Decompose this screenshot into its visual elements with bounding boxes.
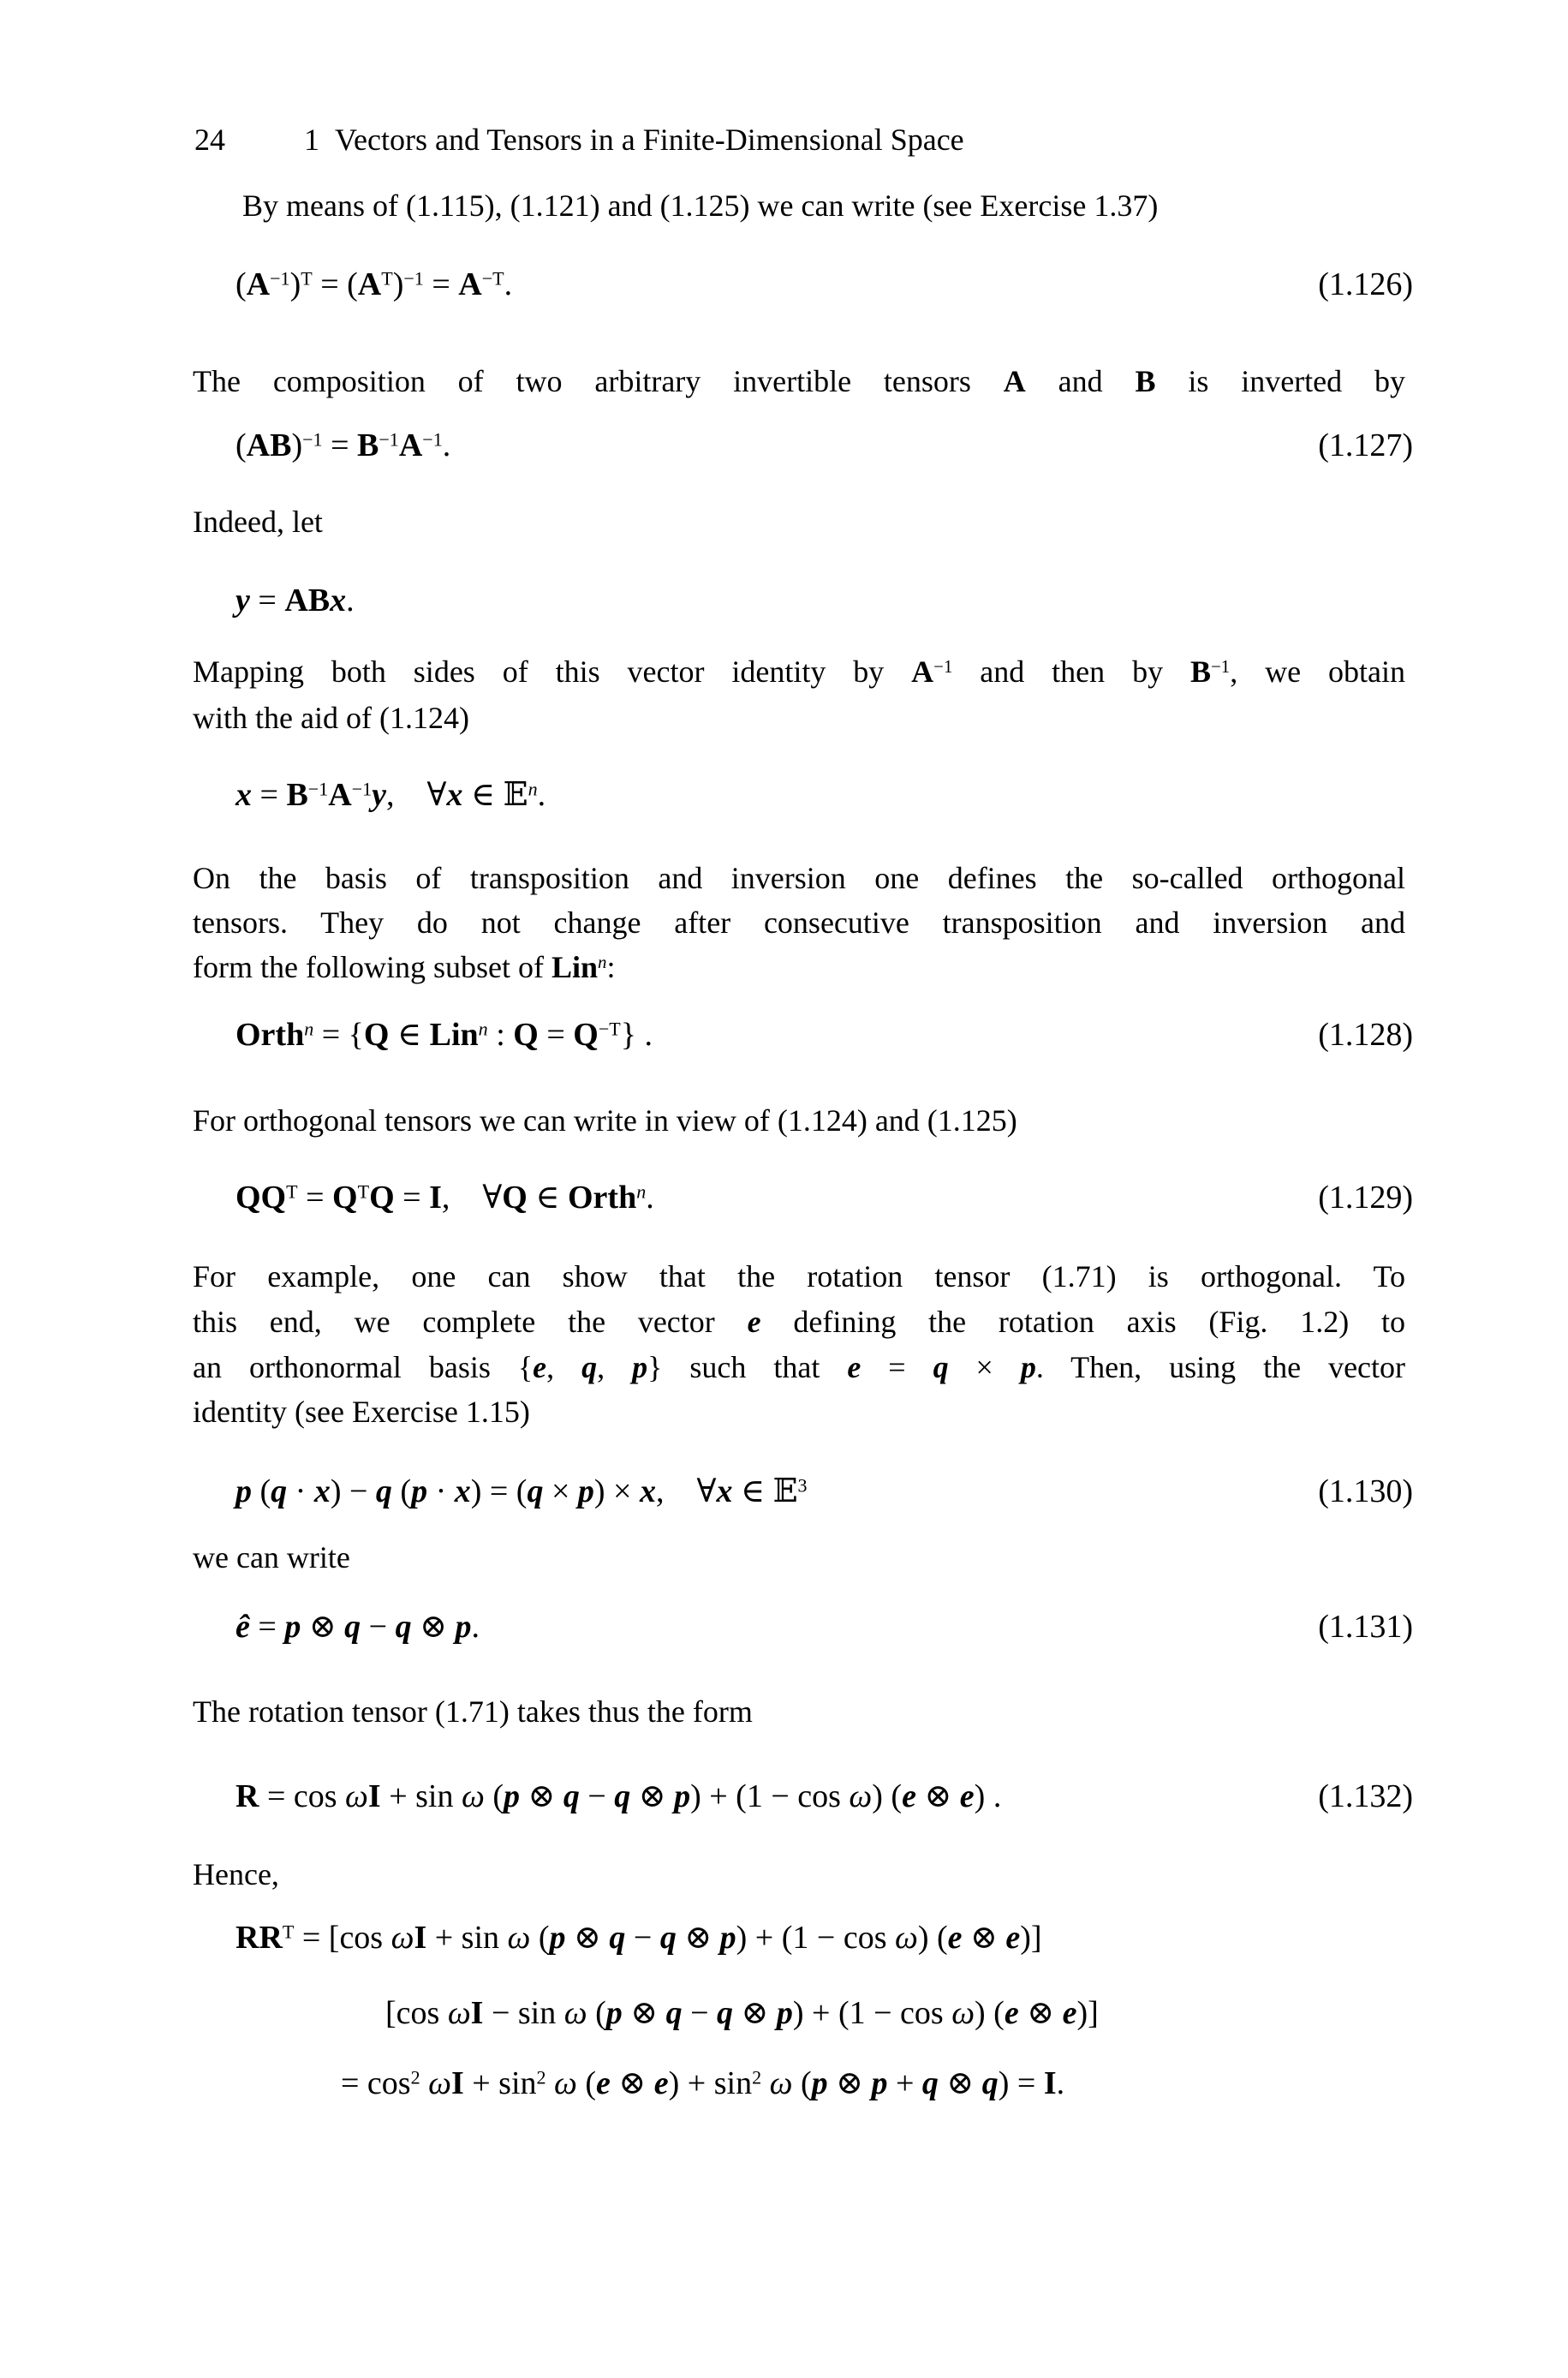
math-part: , we obtain bbox=[1230, 654, 1405, 689]
math-part: , bbox=[386, 777, 395, 813]
math-part: . bbox=[504, 266, 513, 302]
equation-number: (1.130) bbox=[1318, 1473, 1413, 1509]
math-part: + sin bbox=[426, 1920, 508, 1956]
math-part: : bbox=[487, 1017, 514, 1053]
math-part: q bbox=[717, 1995, 734, 2031]
math-part: = bbox=[394, 1180, 430, 1216]
math-part: ∈ bbox=[389, 1017, 430, 1053]
math-part: q bbox=[344, 1609, 361, 1645]
math-part: QQ bbox=[235, 1180, 287, 1216]
para-rotation-tensor bbox=[193, 1689, 753, 1734]
equation-1-131 bbox=[235, 1603, 1413, 1651]
math-part: B bbox=[357, 427, 379, 463]
math-part: Q bbox=[363, 1017, 390, 1053]
math-part: ω bbox=[951, 1995, 975, 2031]
math-part: T bbox=[286, 1180, 298, 1203]
math-part: x bbox=[716, 1473, 733, 1509]
math-part: ⊗ bbox=[622, 1995, 666, 2031]
para-mapping-line2 bbox=[193, 696, 469, 740]
math-part: ⊗ bbox=[827, 2065, 872, 2101]
math-part: Mapping both sides of this vector identity by bbox=[193, 654, 912, 689]
math-part: A bbox=[357, 266, 382, 302]
math-part: p bbox=[632, 1350, 648, 1384]
equation-1-126 bbox=[235, 260, 1413, 308]
math-part: ( bbox=[235, 427, 247, 463]
math-part: . bbox=[646, 1180, 654, 1216]
math-part: we can write bbox=[193, 1540, 350, 1574]
math-part: Orth bbox=[235, 1017, 305, 1053]
math-part: and bbox=[1025, 364, 1136, 398]
math-part: Lin bbox=[429, 1017, 479, 1053]
math-part: q bbox=[981, 2065, 999, 2101]
math-part: AB bbox=[246, 427, 292, 463]
math-part: A bbox=[246, 266, 271, 302]
math-part: , bbox=[597, 1350, 633, 1384]
math-part: − bbox=[579, 1778, 615, 1814]
math-part: T bbox=[357, 1180, 370, 1203]
math-part: ⊗ bbox=[610, 2065, 654, 2101]
math-part: = bbox=[861, 1350, 933, 1384]
math-part: ω bbox=[507, 1920, 531, 1956]
math-part: ∀ bbox=[696, 1473, 717, 1509]
math-part: } such that bbox=[647, 1350, 848, 1384]
math-part: ω bbox=[849, 1778, 873, 1814]
math-part: ω bbox=[769, 2065, 793, 2101]
math-part: ( bbox=[391, 1473, 412, 1509]
math-part: = cos bbox=[341, 2065, 411, 2101]
para-for-orthogonal bbox=[193, 1098, 1017, 1143]
math-part: x bbox=[235, 777, 252, 813]
math-part: p bbox=[235, 1473, 252, 1509]
math-part: y bbox=[235, 583, 250, 618]
math-part: B bbox=[1189, 654, 1211, 689]
math-part: For example, one can show that the rotation tensor (1.71) is orthogonal. To bbox=[193, 1259, 1405, 1294]
math-part: x bbox=[313, 1473, 331, 1509]
math-part: − bbox=[361, 1609, 396, 1645]
math-part: ( bbox=[530, 1920, 550, 1956]
math-part bbox=[546, 2065, 555, 2101]
math-part: ω bbox=[391, 1920, 414, 1956]
math-part: ⊗ bbox=[733, 1995, 777, 2031]
math-part: A bbox=[1003, 364, 1026, 398]
equation-rrt-line2 bbox=[385, 1989, 1413, 2037]
math-part: . bbox=[471, 1609, 480, 1645]
chapter-header: 1 Vectors and Tensors in a Finite-Dimensional Space bbox=[304, 122, 964, 157]
math-part: Indeed, let bbox=[193, 505, 323, 539]
math-part: ) ( bbox=[917, 1920, 948, 1956]
math-part: ) ( bbox=[975, 1995, 1005, 2031]
math-part: q bbox=[375, 1473, 392, 1509]
math-part: e bbox=[653, 2065, 669, 2101]
math-part: A bbox=[328, 777, 352, 813]
math-part: − sin bbox=[483, 1995, 564, 2031]
math-part: ω bbox=[461, 1778, 485, 1814]
math-part: = bbox=[249, 1609, 285, 1645]
math-part: ( bbox=[235, 266, 247, 302]
math-part: −1 bbox=[1211, 656, 1231, 678]
math-part: Q bbox=[332, 1180, 358, 1216]
equation-body bbox=[235, 1772, 1001, 1820]
math-part: 𝔼 bbox=[772, 1472, 798, 1509]
math-part: Q bbox=[502, 1180, 528, 1216]
math-part: . bbox=[537, 777, 546, 813]
math-part: · bbox=[427, 1473, 455, 1509]
para-by-means bbox=[242, 183, 1405, 228]
math-part: y bbox=[372, 777, 387, 813]
math-part: ⊗ bbox=[915, 1778, 960, 1814]
math-part: . bbox=[1056, 2065, 1065, 2101]
math-part: ) + (1 − cos bbox=[690, 1778, 850, 1814]
math-part: n bbox=[304, 1018, 314, 1040]
math-part: ( bbox=[576, 2065, 597, 2101]
equation-1-127 bbox=[235, 421, 1413, 469]
equation-rrt-line3 bbox=[341, 2059, 1413, 2107]
math-part: ) . bbox=[974, 1778, 1002, 1814]
math-part: = bbox=[252, 777, 287, 813]
math-part: e bbox=[1062, 1995, 1077, 2031]
math-part: ⊗ bbox=[1018, 1995, 1063, 2031]
math-part: = [cos bbox=[294, 1920, 391, 1956]
math-part: ) ( bbox=[872, 1778, 903, 1814]
para-we-can-write bbox=[193, 1535, 350, 1580]
math-part: ( bbox=[587, 1995, 606, 2031]
page-number: 24 bbox=[194, 122, 225, 157]
math-part: ⊗ bbox=[938, 2065, 982, 2101]
math-part: tensors. They do not change after consecutive transposition and inversion and bbox=[193, 905, 1405, 940]
math-part: p bbox=[549, 1920, 566, 1956]
math-part: 3 bbox=[797, 1474, 808, 1497]
math-part: x bbox=[330, 583, 347, 618]
math-part: n bbox=[478, 1018, 488, 1040]
math-part bbox=[395, 777, 427, 813]
para-indeed-let bbox=[193, 499, 323, 544]
math-part: ⊗ bbox=[676, 1920, 720, 1956]
math-part: [cos bbox=[385, 1995, 448, 2031]
equation-body bbox=[235, 1174, 654, 1222]
para-example-line1 bbox=[193, 1254, 1405, 1299]
math-part: { bbox=[348, 1017, 364, 1053]
equation-body bbox=[235, 1467, 808, 1515]
math-part: = bbox=[313, 1017, 349, 1053]
equation-number: (1.127) bbox=[1318, 427, 1413, 463]
math-part: p bbox=[503, 1778, 520, 1814]
math-part: , bbox=[656, 1473, 665, 1509]
math-part: e bbox=[533, 1350, 547, 1384]
math-part: n bbox=[598, 952, 607, 973]
math-part: an orthonormal basis { bbox=[193, 1350, 534, 1384]
math-part: 2 bbox=[752, 2066, 762, 2088]
math-part: I bbox=[470, 1995, 484, 2031]
math-part: q bbox=[614, 1778, 631, 1814]
para-orthogonal-line1 bbox=[193, 856, 1405, 900]
para-orthogonal-line3 bbox=[193, 945, 615, 989]
equation-1-128 bbox=[235, 1011, 1413, 1059]
equation-body bbox=[235, 577, 355, 624]
math-part: = bbox=[423, 266, 459, 302]
math-part: and then by bbox=[952, 654, 1190, 689]
math-part: ω bbox=[447, 1995, 471, 2031]
equation-body bbox=[235, 1603, 480, 1651]
math-part: n bbox=[528, 778, 538, 800]
math-part: B bbox=[286, 777, 308, 813]
math-part: I bbox=[367, 1778, 381, 1814]
math-part: . bbox=[442, 427, 451, 463]
math-part: ) bbox=[392, 266, 404, 302]
math-part: B bbox=[1135, 364, 1156, 398]
equation-body bbox=[341, 2059, 1064, 2107]
math-part: identity (see Exercise 1.15) bbox=[193, 1395, 530, 1429]
equation-x-inverse bbox=[235, 770, 1413, 819]
math-part: } . bbox=[620, 1017, 653, 1053]
math-part: T bbox=[282, 1921, 295, 1943]
equation-number: (1.126) bbox=[1318, 266, 1413, 302]
math-part: ⊗ bbox=[962, 1920, 1006, 1956]
equation-1-129 bbox=[235, 1174, 1413, 1222]
math-part: −1 bbox=[403, 267, 424, 290]
math-part: −T bbox=[598, 1018, 621, 1040]
math-part: , bbox=[441, 1180, 450, 1216]
math-part: 𝔼 bbox=[503, 775, 528, 813]
para-hence bbox=[193, 1852, 279, 1897]
equation-number: (1.131) bbox=[1318, 1609, 1413, 1645]
math-part: ω bbox=[428, 2065, 451, 2101]
math-part: ( bbox=[252, 1473, 271, 1509]
math-part: x bbox=[446, 777, 463, 813]
math-part: · bbox=[287, 1473, 314, 1509]
math-part: + bbox=[887, 2065, 922, 2101]
math-part: ∀ bbox=[482, 1180, 503, 1216]
math-part: : bbox=[606, 950, 616, 984]
math-part: + sin bbox=[463, 2065, 537, 2101]
math-part: I bbox=[429, 1180, 442, 1216]
math-part: −T bbox=[481, 267, 504, 290]
para-example-line3 bbox=[193, 1345, 1405, 1389]
math-part bbox=[420, 2065, 429, 2101]
math-part: q bbox=[921, 2065, 939, 2101]
math-part: ∈ bbox=[462, 777, 504, 813]
math-part: −1 bbox=[422, 428, 443, 451]
math-part: + sin bbox=[380, 1778, 462, 1814]
math-part: − bbox=[682, 1995, 718, 2031]
math-part: e bbox=[947, 1920, 963, 1956]
math-part: q bbox=[527, 1473, 544, 1509]
math-part: ⊗ bbox=[411, 1609, 456, 1645]
math-part: x bbox=[454, 1473, 471, 1509]
math-part: 2 bbox=[410, 2066, 420, 2088]
math-part bbox=[665, 1473, 697, 1509]
math-part: On the basis of transposition and inversion one defines the so-called orthogonal bbox=[193, 861, 1405, 895]
math-part: T bbox=[381, 267, 393, 290]
math-part: n bbox=[636, 1180, 647, 1203]
math-part: ) × bbox=[593, 1473, 640, 1509]
math-part: ω bbox=[554, 2065, 577, 2101]
math-part: ) = bbox=[998, 2065, 1044, 2101]
math-part: p bbox=[455, 1609, 472, 1645]
para-orthogonal-line2 bbox=[193, 900, 1405, 945]
math-part: I bbox=[414, 1920, 427, 1956]
math-part: Hence, bbox=[193, 1857, 279, 1891]
math-part: Q bbox=[369, 1180, 395, 1216]
math-part: )] bbox=[1020, 1920, 1042, 1956]
math-part: −1 bbox=[307, 778, 329, 800]
math-part: ) + sin bbox=[668, 2065, 753, 2101]
math-part: e bbox=[747, 1305, 761, 1339]
math-part: Lin bbox=[551, 950, 598, 984]
equation-body bbox=[235, 421, 450, 469]
para-mapping-line1 bbox=[193, 649, 1405, 694]
math-part: e bbox=[1005, 1920, 1021, 1956]
math-part: q bbox=[581, 1350, 598, 1384]
math-part: ω bbox=[345, 1778, 368, 1814]
math-part: ê bbox=[235, 1609, 250, 1645]
math-part: ⊗ bbox=[519, 1778, 563, 1814]
math-part: The composition of two arbitrary invertible tensors bbox=[193, 364, 1004, 398]
math-part: p bbox=[811, 2065, 828, 2101]
math-part: = bbox=[249, 583, 285, 618]
math-part: ) bbox=[291, 427, 303, 463]
math-part: ) = ( bbox=[470, 1473, 528, 1509]
math-part: −1 bbox=[379, 428, 399, 451]
math-part: ( bbox=[792, 2065, 812, 2101]
math-part: I bbox=[1043, 2065, 1057, 2101]
math-part: = cos bbox=[259, 1778, 346, 1814]
math-part: Q bbox=[513, 1017, 539, 1053]
equation-1-130 bbox=[235, 1467, 1413, 1515]
math-part: −1 bbox=[933, 656, 953, 678]
math-part bbox=[450, 1180, 482, 1216]
math-part: x bbox=[640, 1473, 656, 1509]
equation-1-132 bbox=[235, 1772, 1413, 1820]
math-part: q bbox=[563, 1778, 580, 1814]
math-part: q bbox=[933, 1350, 949, 1384]
math-part: q bbox=[659, 1920, 677, 1956]
equation-number: (1.128) bbox=[1318, 1017, 1413, 1053]
math-part: e bbox=[847, 1350, 862, 1384]
math-part: . bbox=[346, 583, 355, 618]
math-part: −1 bbox=[270, 267, 290, 290]
math-part: Q bbox=[573, 1017, 599, 1053]
math-part: q bbox=[271, 1473, 288, 1509]
math-part: this end, we complete the vector bbox=[193, 1305, 748, 1339]
math-part: . Then, using the vector bbox=[1035, 1350, 1406, 1384]
math-part: = bbox=[538, 1017, 574, 1053]
math-part: p bbox=[1020, 1350, 1036, 1384]
math-part bbox=[761, 2065, 770, 2101]
math-part: ) + (1 − cos bbox=[736, 1920, 895, 1956]
equation-number: (1.132) bbox=[1318, 1778, 1413, 1814]
math-part: ∈ bbox=[732, 1473, 773, 1509]
math-part: form the following subset of bbox=[193, 950, 551, 984]
math-part: e bbox=[1004, 1995, 1019, 2031]
equation-number: (1.129) bbox=[1318, 1180, 1413, 1216]
math-part: R bbox=[235, 1778, 259, 1814]
math-part: q bbox=[609, 1920, 626, 1956]
math-part: − bbox=[625, 1920, 660, 1956]
math-part: A bbox=[458, 266, 482, 302]
math-part: ∀ bbox=[426, 777, 447, 813]
math-part: ) + (1 − cos bbox=[792, 1995, 952, 2031]
math-part: A bbox=[398, 427, 423, 463]
math-part: e bbox=[596, 2065, 611, 2101]
math-part: ( bbox=[484, 1778, 504, 1814]
math-part: with the aid of (1.124) bbox=[193, 701, 469, 735]
math-part: = bbox=[322, 427, 357, 463]
math-part: q bbox=[395, 1609, 412, 1645]
math-part: −1 bbox=[351, 778, 373, 800]
math-part: ⊗ bbox=[630, 1778, 675, 1814]
math-part: p bbox=[871, 2065, 888, 2101]
math-part: e bbox=[959, 1778, 975, 1814]
equation-body bbox=[235, 1011, 653, 1059]
math-part: × bbox=[948, 1350, 1021, 1384]
math-part: = ( bbox=[312, 266, 358, 302]
equation-rrt-line1 bbox=[235, 1914, 1413, 1962]
math-part: ⊗ bbox=[565, 1920, 610, 1956]
math-part: p bbox=[284, 1609, 301, 1645]
math-part: For orthogonal tensors we can write in view of (1.124) and (1.125) bbox=[193, 1103, 1017, 1138]
math-part: ω bbox=[894, 1920, 918, 1956]
equation-body bbox=[385, 1989, 1099, 2037]
equation-body bbox=[235, 770, 546, 819]
math-part: By means of (1.115), (1.121) and (1.125) we can write (see Exercise 1.37) bbox=[242, 188, 1159, 223]
math-part: ω bbox=[563, 1995, 587, 2031]
math-part: p bbox=[674, 1778, 691, 1814]
para-example-line4 bbox=[193, 1389, 530, 1434]
math-part: = bbox=[297, 1180, 333, 1216]
math-part: AB bbox=[284, 583, 331, 618]
math-part: ⊗ bbox=[301, 1609, 345, 1645]
para-example-line2 bbox=[193, 1300, 1405, 1344]
math-part: defining the rotation axis (Fig. 1.2) to bbox=[760, 1305, 1405, 1339]
math-part: The rotation tensor (1.71) takes thus the form bbox=[193, 1694, 753, 1729]
math-part: T bbox=[301, 267, 313, 290]
math-part: RR bbox=[235, 1920, 283, 1956]
equation-body bbox=[235, 260, 512, 308]
math-part: q bbox=[665, 1995, 683, 2031]
math-part: p bbox=[605, 1995, 623, 2031]
math-part: I bbox=[450, 2065, 464, 2101]
math-part: p bbox=[577, 1473, 594, 1509]
math-part: 2 bbox=[536, 2066, 546, 2088]
math-part: , bbox=[546, 1350, 582, 1384]
math-part: Orth bbox=[568, 1180, 637, 1216]
math-part: −1 bbox=[302, 428, 323, 451]
math-part: p bbox=[776, 1995, 793, 2031]
math-part: )] bbox=[1076, 1995, 1099, 2031]
math-part: ∈ bbox=[527, 1180, 568, 1216]
math-part: × bbox=[543, 1473, 578, 1509]
math-part: A bbox=[911, 654, 934, 689]
math-part: p bbox=[719, 1920, 736, 1956]
math-part: ) bbox=[289, 266, 301, 302]
math-part: p bbox=[411, 1473, 428, 1509]
equation-y-abx bbox=[235, 577, 1413, 624]
para-composition bbox=[193, 359, 1405, 403]
equation-body bbox=[235, 1914, 1042, 1962]
math-part: ) − bbox=[330, 1473, 376, 1509]
math-part: e bbox=[902, 1778, 916, 1814]
math-part: is inverted by bbox=[1155, 364, 1405, 398]
